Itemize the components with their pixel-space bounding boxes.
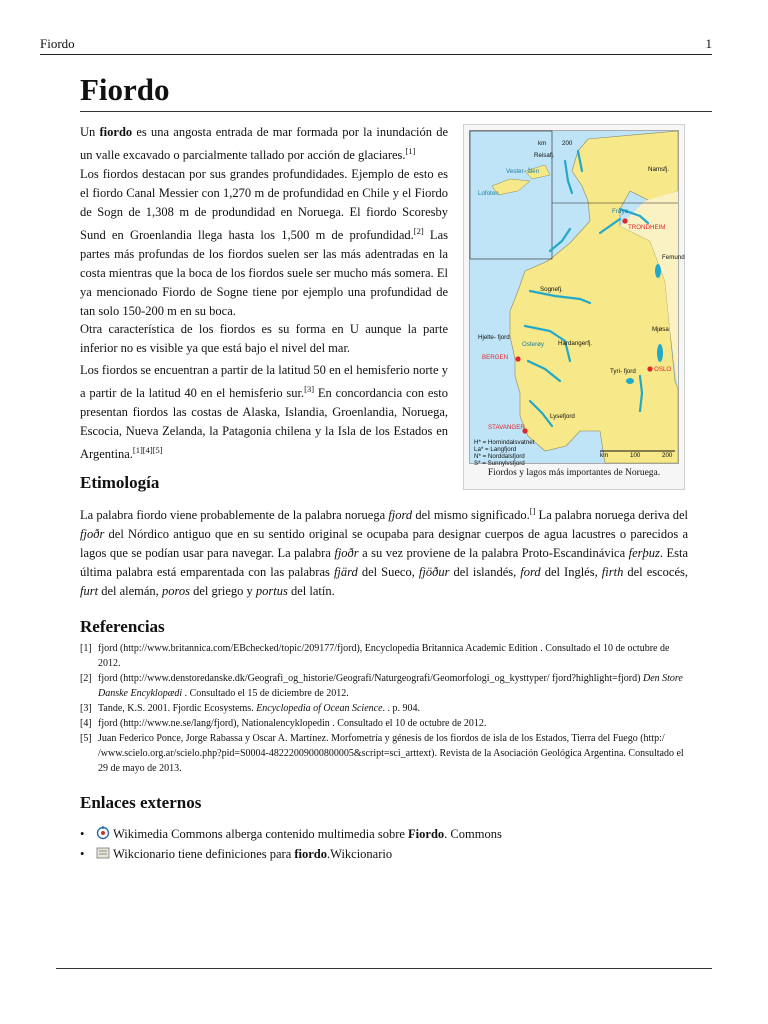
list-item: • Wikcionario tiene definiciones para fiordo.Wikcionario <box>80 847 393 861</box>
references-list <box>80 641 690 776</box>
citation-link[interactable]: [3] <box>304 384 315 394</box>
map-label: STAVANGER <box>488 424 525 431</box>
citation-link[interactable]: [1] <box>405 146 416 156</box>
citation-link[interactable]: [1][4][5] <box>132 445 163 456</box>
section-heading-enlaces: Enlaces externos <box>80 793 202 812</box>
map-figure <box>463 124 685 490</box>
city-dot <box>622 218 627 223</box>
map-label: BERGEN <box>482 354 509 361</box>
map-label: 100 <box>630 452 641 459</box>
map-label: Osterøy <box>522 341 545 348</box>
map-legend: S* = Sunnylvsfjord <box>474 460 525 467</box>
map-label: km <box>538 140 547 147</box>
map-label: Vester- ålen <box>506 168 540 175</box>
citation-link[interactable]: [2] <box>413 226 424 236</box>
reference-item: [2] fjord (http://www.denstoredanske.dk/Geografi_og_historie/Geografi/Naturgeografi/Geomorfologi_og_kysttyper/ fjord?highlight=fjord) Den Store Danske Encyklopædi . Consultado el 15 de diciembre de 2012. <box>80 673 683 699</box>
wikimedia-commons-icon <box>96 826 110 840</box>
lake <box>626 378 634 384</box>
reference-item: [1] fjord (http://www.britannica.com/EBchecked/topic/209177/fjord), Encyclopedia Britannica Academic Edition . Consultado el 10 de octubre de 2012. <box>80 643 670 669</box>
reference-link[interactable]: fjord (http://www.denstoredanske.dk/Geografi_og_historie/Geografi/Naturgeografi/Geomorfologi_og_kysttyper/ fjord?highlight=fjord) <box>98 673 643 684</box>
wiktionary-link[interactable]: fiordo <box>294 847 328 861</box>
map-label: Sognefj. <box>540 286 563 293</box>
map-label: Lysefjord <box>550 413 575 420</box>
citation-link[interactable]: [] <box>529 506 536 516</box>
map-label: Femund <box>662 254 685 261</box>
commons-link[interactable]: Fiordo <box>408 827 445 841</box>
map-label: Tyri- fjord <box>610 368 636 375</box>
map-label: TRONDHEIM <box>628 224 666 231</box>
figure-caption: Fiordos y lagos más importantes de Noruega. <box>487 468 661 478</box>
section-heading-referencias: Referencias <box>80 617 165 636</box>
etimologia-paragraph: La palabra fiordo viene probablemente de la palabra noruega fjord del mismo significado.[] La palabra noruega deriva del fjoðr del Nórdico antiguo que en su sentido original se ocupaba para designar cuerpos de agua lacustres o parecidos a lagos que se podían usar para navegar. La palabra fjoðr a su vez proviene de la palabra Proto-Escandinávica ferþuz. Esta última palabra está emparentada con las palabras fjärd del Sueco, fjöður del islandés, ford del Inglés, firth del escocés, furt del alemán, poros del griego y portus del latín. <box>80 506 688 599</box>
map-label: 200 <box>562 140 573 147</box>
map-label: 200 <box>662 452 673 459</box>
map-label: OSLO <box>654 366 672 373</box>
map-label: Frøya <box>612 208 629 215</box>
map-label: Reisafj. <box>534 152 555 159</box>
map-label: Hjelte- fjord <box>478 334 510 341</box>
title-divider <box>80 111 712 112</box>
norway-fjord-map[interactable] <box>469 130 685 467</box>
intro-paragraph-4: Los fiordos se encuentran a partir de la latitud 50 en el hemisferio norte y a partir de la latitud 40 en el hemisferio sur.[3] En concordancia con esto presentan fiordos las costas de Alaska, Islandia, Groenlandia, Noruega, Escocia, Nueva Zelanda, la Patagonia chilena y la Isla de los Estados en Argentina.[1][4][5] <box>80 363 448 462</box>
reference-link[interactable]: fjord (http://www.ne.se/lang/fjord), Nationalencyklopedin . Consultado el 10 de octubre de 2012. <box>98 718 487 729</box>
map-label: Lofoten <box>478 190 499 197</box>
running-header <box>40 36 712 55</box>
reference-link[interactable]: fjord (http://www.britannica.com/EBchecked/topic/209177/fjord), Encyclopedia Britannica Academic Edition . Consultado el 10 de octubre de 2012. <box>98 643 670 669</box>
map-legend: La* = Langfjord <box>474 446 517 453</box>
lake <box>657 344 663 362</box>
running-title: Fiordo <box>40 36 75 51</box>
map-label: Namsfj. <box>648 166 669 173</box>
external-links-list <box>80 824 680 864</box>
lake <box>655 264 661 278</box>
city-dot <box>647 366 652 371</box>
intro-paragraph-2: Los fiordos destacan por sus grandes profundidades. Ejemplo de esto es el fiordo Canal Messier con 1,270 m de profundidad en Chile y el Fiordo de Sogn de 1,308 m de produndidad en Noruega. El fiordo Scoresby Sund en Groenlandia llega hasta los 1,500 m de profundidad.[2] Las partes más profundas de los fiordos suelen ser las más adentradas en la costa mientras que la boca de los fiordos suele ser mucho más somera. El ya mencionado Fiordo de Sogne tiene por ejemplo una profundidad de tan solo 150-200 m en su boca. <box>80 167 448 319</box>
map-label: Mjøsa <box>652 326 669 333</box>
section-heading-etimologia: Etimología <box>80 473 160 492</box>
intro-paragraph-1: Un fiordo es una angosta entrada de mar formada por la inundación de un valle excavado o parcialmente tallado por acción de glaciares.[1] <box>80 125 449 163</box>
city-dot <box>515 356 520 361</box>
map-label: km <box>600 452 609 459</box>
page-number: 1 <box>705 36 712 51</box>
intro-paragraph-3: Otra característica de los fiordos es su forma en U aunque la parte inferior no es visible ya que está bajo el nivel del mar. <box>80 322 448 355</box>
map-label: Hardangerfj. <box>558 340 593 347</box>
map-legend: N* = Norddalsfjord <box>474 453 525 460</box>
reference-link[interactable]: Juan Federico Ponce, Jorge Rabassa y Oscar A. Martínez. Morfometría y génesis de los fiordos de isla de los Estados, Tierra del Fuego (http:/ /www.scielo.org.ar/scielo.php?pid=S0004-48222009000800005&script=sci_arttext). Revista de la Asociación Geológica Argentina. Consultado el 29 de mayo de 2013. <box>98 733 684 774</box>
list-item: • Wikimedia Commons alberga contenido multimedia sobre Fiordo. Commons <box>80 827 502 841</box>
reference-item: [4] fjord (http://www.ne.se/lang/fjord), Nationalencyklopedin . Consultado el 10 de octubre de 2012. <box>80 718 487 729</box>
map-legend: H* = Hornindalsvatnet <box>474 439 535 446</box>
reference-item: [5] Juan Federico Ponce, Jorge Rabassa y Oscar A. Martínez. Morfometría y génesis de los fiordos de isla de los Estados, Tierra del Fuego (http:/ /www.scielo.org.ar/scielo.php?pid=S0004-48222009000800005&script=sci_arttext). Revista de la Asociación Geológica Argentina. Consultado el 29 de mayo de 2013. <box>80 733 684 774</box>
reference-item: [3] Tande, K.S. 2001. Fjordic Ecosystems. Encyclopedia of Ocean Science. . p. 904. <box>80 703 421 714</box>
footer-divider <box>56 968 712 969</box>
map-graphic <box>470 131 685 467</box>
page-title: Fiordo <box>80 72 170 107</box>
wiktionary-icon <box>96 846 110 860</box>
